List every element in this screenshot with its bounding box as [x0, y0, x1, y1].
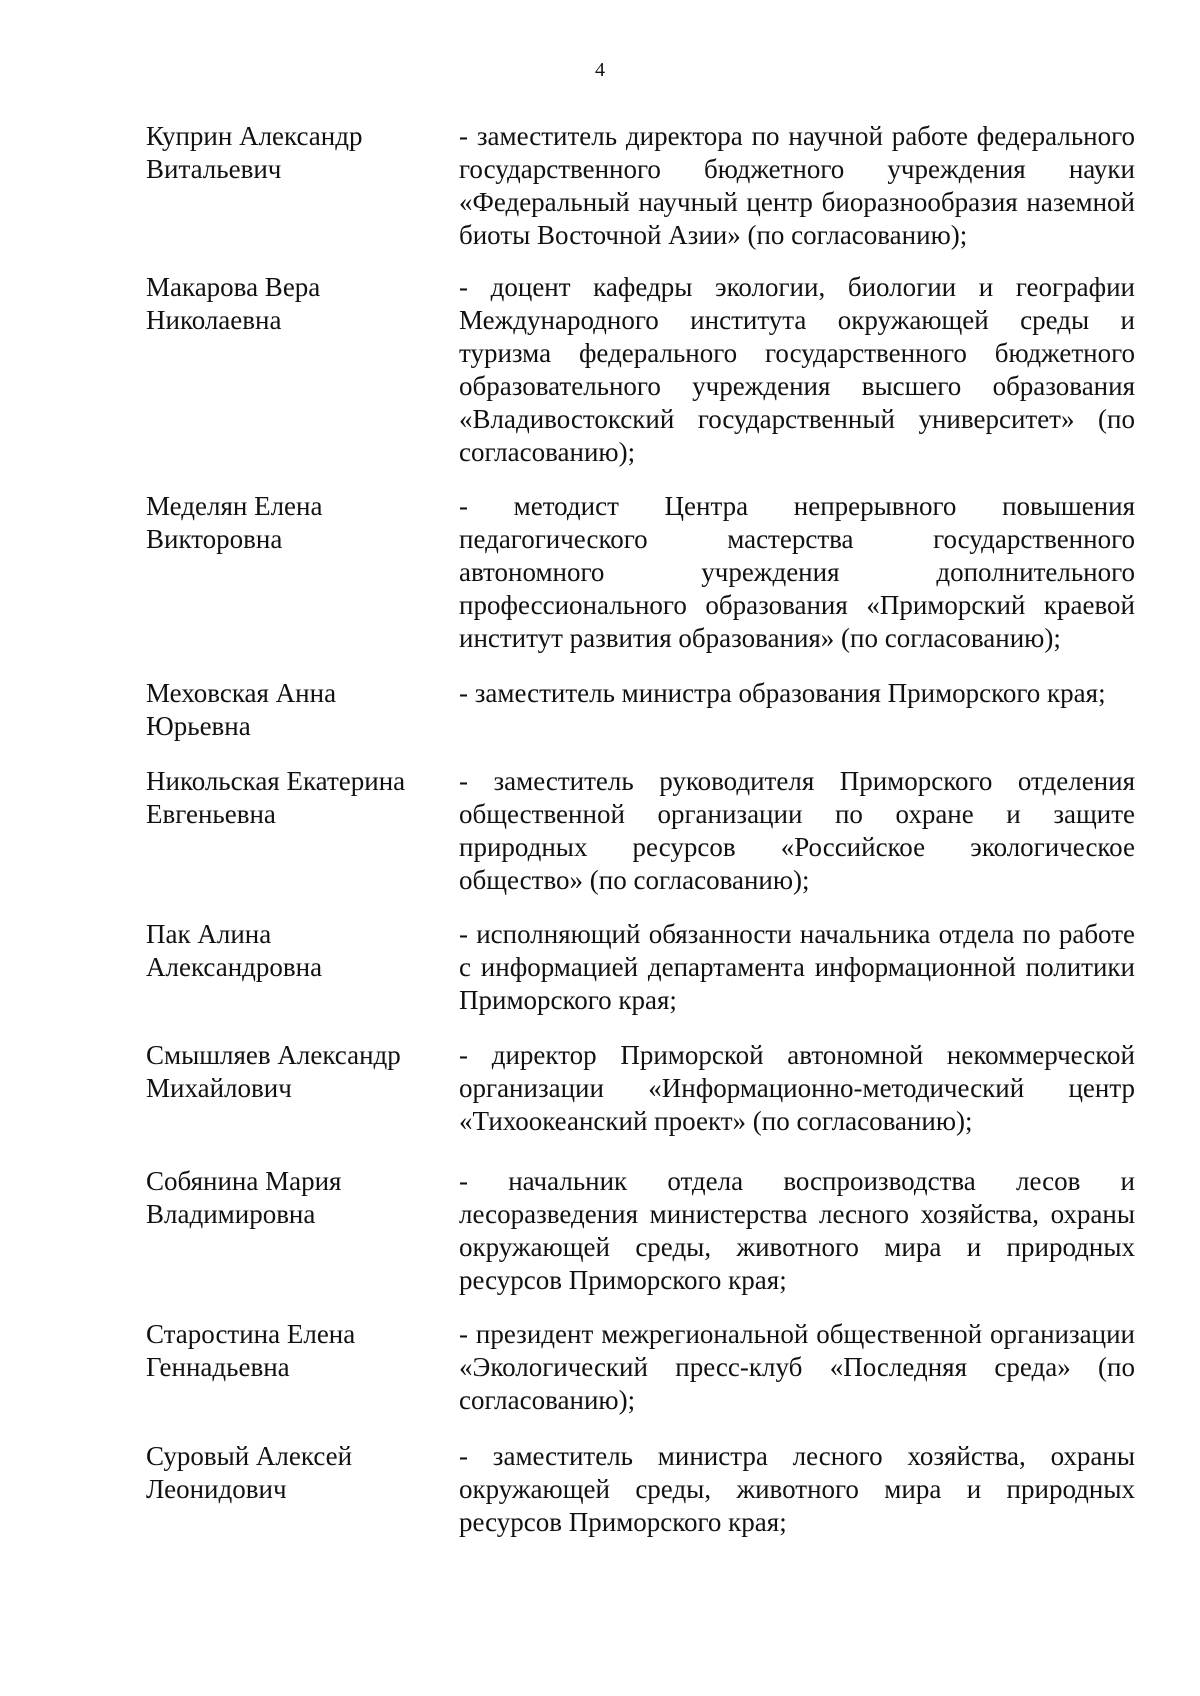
member-name-line: Никольская Екатерина	[146, 766, 406, 796]
member-role: - заместитель министра образования Приморского края;	[459, 678, 1106, 708]
member-name	[146, 765, 446, 831]
member-name-line: Старостина Елена	[146, 1319, 356, 1349]
member-name-line: Меховская Анна	[146, 678, 337, 708]
member-name	[146, 271, 446, 337]
member-name-line: Витальевич	[146, 154, 282, 184]
member-name-line: Собянина Мария	[146, 1166, 342, 1196]
member-role: - методист Центра непрерывного повышения педагогического мастерства государственного автономного учреждения дополнительного профессионального образования «Приморский краевой институт развития образования» (по согласованию);	[459, 491, 1135, 653]
member-name-line: Меделян Елена	[146, 491, 323, 521]
member-role: - исполняющий обязанности начальника отдела по работе с информацией департамента информационной политики Приморского края;	[459, 919, 1135, 1015]
member-name-line: Александровна	[146, 952, 323, 982]
member-role: - доцент кафедры экологии, биологии и географии Международного института окружающей среды и туризма федерального государственного бюджетного образовательного учреждения высшего образования «Владивостокский государственный университет» (по согласованию);	[459, 272, 1135, 467]
member-name	[146, 1165, 446, 1231]
member-role: - начальник отдела воспроизводства лесов и лесоразведения министерства лесного хозяйства, охраны окружающей среды, животного мира и природных ресурсов Приморского края;	[459, 1166, 1135, 1295]
member-name-line: Николаевна	[146, 305, 282, 335]
member-name-line: Владимировна	[146, 1199, 316, 1229]
member-name-line: Леонидович	[146, 1474, 287, 1504]
member-name	[146, 1318, 446, 1384]
member-name-line: Михайлович	[146, 1073, 292, 1103]
member-name-line: Евгеньевна	[146, 799, 276, 829]
member-role: - президент межрегиональной общественной организации «Экологический пресс-клуб «Последняя среда» (по согласованию);	[459, 1319, 1135, 1415]
member-role: - заместитель директора по научной работе федерального государственного бюджетного учреждения науки «Федеральный научный центр биоразнообразия наземной биоты Восточной Азии» (по согласованию);	[459, 121, 1135, 250]
member-name-line: Геннадьевна	[146, 1352, 290, 1382]
member-name-line: Куприн Александр	[146, 121, 363, 151]
member-name	[146, 490, 446, 556]
member-role: - директор Приморской автономной некоммерческой организации «Информационно-методический центр «Тихоокеанский проект» (по согласованию);	[459, 1040, 1135, 1136]
member-role: - заместитель руководителя Приморского отделения общественной организации по охране и защите природных ресурсов «Российское экологическое общество» (по согласованию);	[459, 766, 1135, 895]
member-name-line: Юрьевна	[146, 711, 251, 741]
member-name-line: Макарова Вера	[146, 272, 321, 302]
page-number: 4	[595, 59, 605, 81]
member-name-line: Пак Алина	[146, 919, 272, 949]
member-role: - заместитель министра лесного хозяйства, охраны окружающей среды, животного мира и природных ресурсов Приморского края;	[459, 1441, 1135, 1537]
member-name	[146, 918, 446, 984]
member-name-line: Суровый Алексей	[146, 1441, 353, 1471]
member-name-line: Смышляев Александр	[146, 1040, 401, 1070]
member-name	[146, 677, 446, 743]
member-name	[146, 1440, 446, 1506]
member-name	[146, 1039, 446, 1105]
member-name	[146, 120, 446, 186]
member-name-line: Викторовна	[146, 524, 283, 554]
